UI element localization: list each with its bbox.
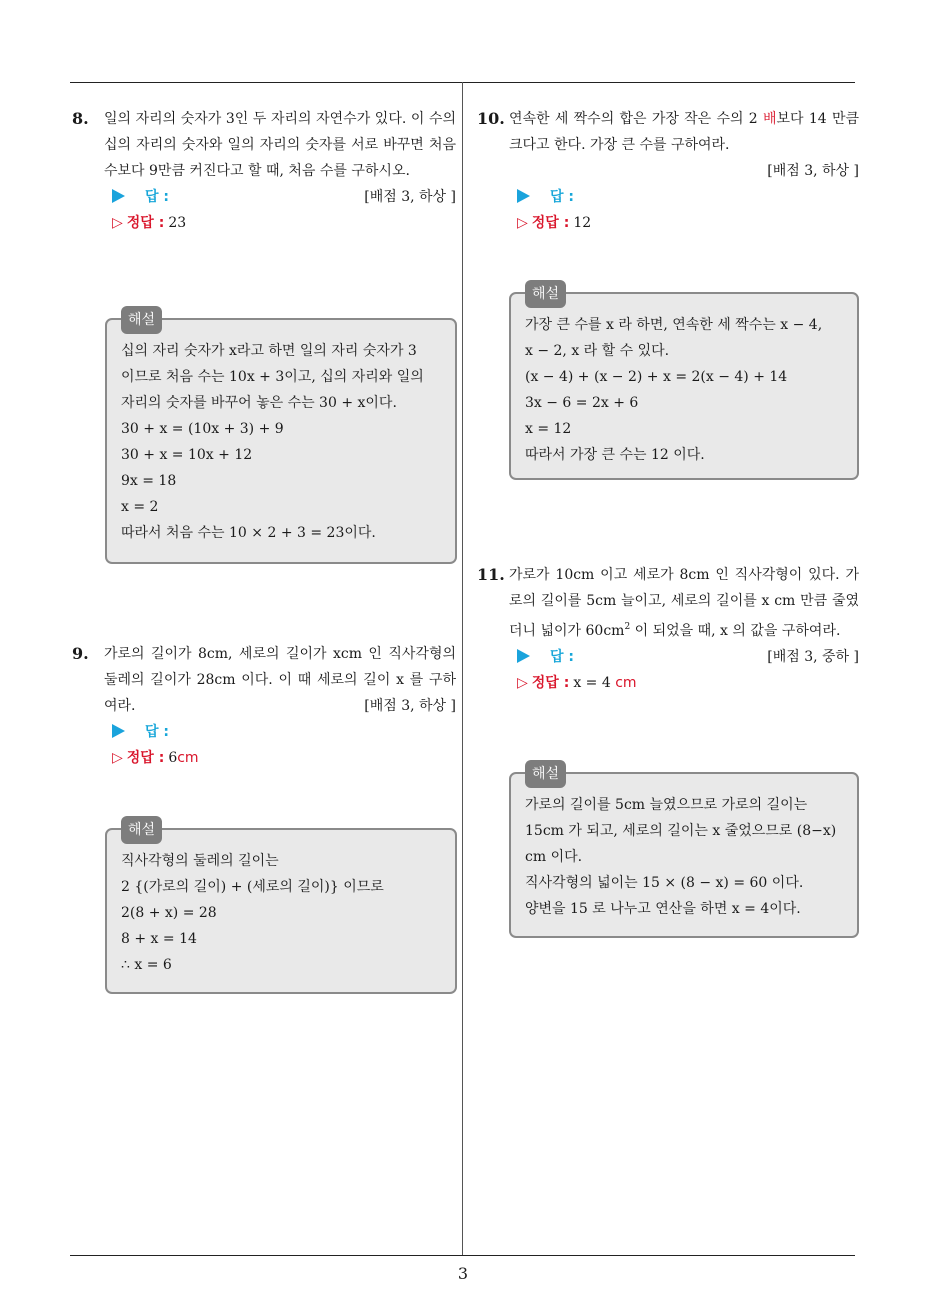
score-label: [배점 3, 하상 ]: [364, 189, 456, 205]
solution-line: (x − 4) + (x − 2) + x = 2(x − 4) + 14: [525, 369, 788, 385]
problem-10: [477, 106, 859, 236]
problem-text: 가로가 10cm 이고 세로가 8cm 인 직사각형이 있다. 가로의 길이를 5cm 늘이고, 세로의 길이를 x cm 만큼 줄였더니 넓이가 $60cm^2$ 이 되었을 때, x 의 값을 구하여라. [배점 3, 중하 ]: [509, 562, 859, 644]
solution-line: x = 12: [525, 421, 572, 437]
solution-line: 따라서 가장 큰 수는 12 이다.: [525, 447, 705, 463]
answer-label: 답 :: [145, 724, 169, 740]
correct-answer-row: [517, 210, 859, 236]
solution-tag: 해설: [525, 280, 566, 308]
answer-label: 답 :: [550, 189, 574, 205]
correct-value: 6: [168, 750, 178, 766]
bottom-rule: [70, 1255, 855, 1256]
solution-line: 30 + x = (10x + 3) + 9: [121, 421, 284, 437]
problem-8: [72, 106, 456, 236]
problem-number: 11.: [477, 565, 505, 584]
problem-text: 가로의 길이가 8cm, 세로의 길이가 xcm 인 직사각형의 둘레의 길이가 28cm 이다. 이 때 세로의 길이 x 를 구하여라. [배점 3, 하상 ]: [104, 641, 456, 719]
solution-line: 8 + x = 14: [121, 931, 197, 947]
solution-line: 자리의 숫자를 바꾸어 놓은 수는 30 + x이다.: [121, 395, 397, 411]
solution-line: 따라서 처음 수는 10 × 2 + 3 = 23이다.: [121, 525, 376, 541]
answer-label: 답 :: [550, 649, 574, 665]
solution-tag: 해설: [121, 816, 162, 844]
solution-line: x − 2, x 라 할 수 있다.: [525, 343, 670, 359]
solution-line: 3x − 6 = 2x + 6: [525, 395, 639, 411]
problem-text: 일의 자리의 숫자가 3인 두 자리의 자연수가 있다. 이 수의 십의 자리의 숫자와 일의 자리의 숫자를 서로 바꾸면 처음 수보다 9만큼 커진다고 할 때, 처음 수를 구하시오. [배점 3, 하상 ]: [104, 106, 456, 184]
solution-line: ∴ x = 6: [121, 957, 172, 973]
solution-box-11: [509, 766, 859, 938]
answer-row: [112, 719, 456, 745]
correct-answer-row: [517, 670, 859, 696]
solution-line: 직사각형의 둘레의 길이는: [121, 853, 279, 869]
solution-box-9: [105, 822, 457, 994]
solution-tag: 해설: [121, 306, 162, 334]
problem-11: [477, 562, 859, 696]
solution-tag: 해설: [525, 760, 566, 788]
correct-label: 정답 :: [126, 215, 165, 231]
outline-triangle-icon: ▷: [112, 215, 123, 231]
correct-label: 정답 :: [531, 675, 570, 691]
correct-value: x = 4: [573, 675, 611, 691]
problem-9: [72, 641, 456, 771]
solution-line: 15cm 가 되고, 세로의 길이는 x 줄었으므로 (8−x): [525, 823, 837, 839]
solution-line: 이므로 처음 수는 10x + 3이고, 십의 자리와 일의: [121, 369, 424, 385]
solution-line: 십의 자리 숫자가 x라고 하면 일의 자리 숫자가 3: [121, 343, 417, 359]
correct-unit: cm: [615, 675, 637, 691]
score-label: [배점 3, 하상 ]: [364, 698, 456, 714]
correct-label: 정답 :: [531, 215, 570, 231]
problem-number: 9.: [72, 644, 89, 663]
play-icon: [517, 649, 530, 663]
solution-box-10: [509, 286, 859, 480]
correct-answer-row: [112, 745, 456, 771]
solution-box-8: [105, 312, 457, 564]
column-divider: [462, 82, 463, 1256]
correct-answer-row: [112, 210, 456, 236]
solution-line: 2 {(가로의 길이) + (세로의 길이)} 이므로: [121, 879, 384, 895]
answer-row: [517, 184, 859, 210]
solution-line: 직사각형의 넓이는 15 × (8 − x) = 60 이다.: [525, 875, 804, 891]
solution-line: 가로의 길이를 5cm 늘였으므로 가로의 길이는: [525, 797, 808, 813]
outline-triangle-icon: ▷: [517, 215, 528, 231]
solution-line: cm 이다.: [525, 849, 583, 865]
solution-line: 30 + x = 10x + 12: [121, 447, 253, 463]
outline-triangle-icon: ▷: [517, 675, 528, 691]
outline-triangle-icon: ▷: [112, 750, 123, 766]
problem-number: 10.: [477, 109, 505, 128]
problem-number: 8.: [72, 109, 89, 128]
solution-line: x = 2: [121, 499, 159, 515]
correct-label: 정답 :: [126, 750, 165, 766]
correct-value: 12: [573, 215, 592, 231]
answer-label: 답 :: [145, 189, 169, 205]
play-icon: [112, 189, 125, 203]
score-label: [배점 3, 하상 ]: [767, 163, 859, 179]
solution-line: 2(8 + x) = 28: [121, 905, 217, 921]
play-icon: [517, 189, 530, 203]
page-number: 3: [457, 1264, 469, 1283]
correct-unit: cm: [177, 750, 199, 766]
score-label: [배점 3, 중하 ]: [767, 649, 859, 665]
problem-text: 연속한 세 짝수의 합은 가장 작은 수의 2 배보다 14 만큼 크다고 한다. 가장 큰 수를 구하여라. [배점 3, 하상 ]: [509, 111, 859, 179]
solution-line: 양변을 15 로 나누고 연산을 하면 x = 4이다.: [525, 901, 801, 917]
play-icon: [112, 724, 125, 738]
solution-line: 9x = 18: [121, 473, 177, 489]
solution-line: 가장 큰 수를 x 라 하면, 연속한 세 짝수는 x − 4,: [525, 317, 823, 333]
correct-value: 23: [168, 215, 187, 231]
